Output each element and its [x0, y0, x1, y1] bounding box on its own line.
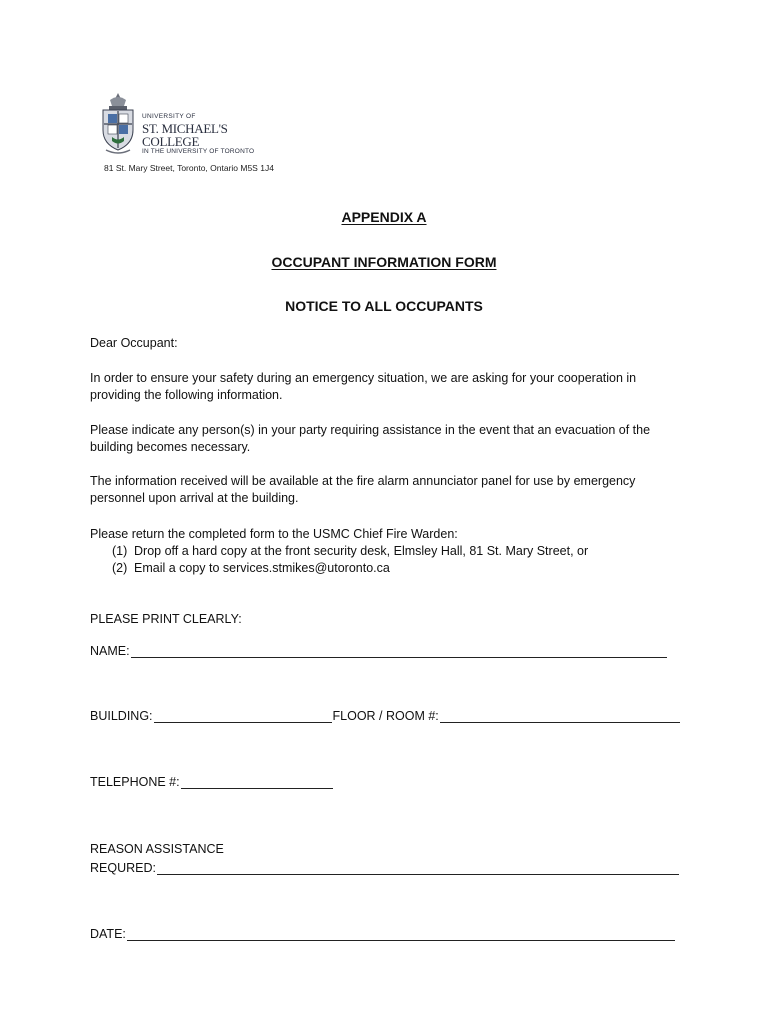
reason-label-line2: REQURED:: [90, 861, 156, 875]
greeting: Dear Occupant:: [90, 336, 178, 350]
return-instructions: Please return the completed form to the USMC Chief Fire Warden:: [90, 527, 458, 541]
form-title: OCCUPANT INFORMATION FORM: [271, 254, 497, 270]
paragraph-assistance: Please indicate any person(s) in your party requiring assistance in the event that an evacuation of the building becomes necessary.: [90, 423, 651, 454]
logo-line-1: UNIVERSITY OF: [142, 113, 196, 120]
list-item: (2) Email a copy to services.stmikes@utoronto.ca: [112, 561, 390, 575]
return-options-list: [112, 543, 588, 577]
building-floor-row: [90, 709, 680, 723]
reason-input-line[interactable]: [157, 862, 679, 875]
date-label: DATE:: [90, 927, 126, 941]
reason-label-line1: REASON ASSISTANCE: [90, 842, 224, 856]
floor-room-input-line[interactable]: [440, 710, 680, 723]
telephone-label: TELEPHONE #:: [90, 775, 180, 789]
building-input-line[interactable]: [154, 710, 332, 723]
college-address: 81 St. Mary Street, Toronto, Ontario M5S 1J4: [104, 163, 274, 173]
telephone-field[interactable]: [90, 775, 333, 789]
paragraph-annunciator: The information received will be available at the fire alarm annunciator panel for use by emergency personnel upon arrival at the building.: [90, 474, 636, 505]
appendix-heading: APPENDIX A: [341, 209, 427, 225]
name-input-line[interactable]: [131, 645, 667, 658]
print-instruction: PLEASE PRINT CLEARLY:: [90, 612, 242, 626]
date-input-line[interactable]: [127, 928, 675, 941]
list-item: (1) Drop off a hard copy at the front security desk, Elmsley Hall, 81 St. Mary Street, or: [112, 544, 589, 558]
college-crest-icon: [100, 92, 136, 158]
telephone-input-line[interactable]: [181, 776, 333, 789]
college-wordmark: [142, 114, 262, 155]
reason-field[interactable]: [90, 861, 679, 875]
notice-heading: NOTICE TO ALL OCCUPANTS: [285, 298, 483, 314]
college-logo: [100, 92, 262, 162]
name-field[interactable]: [90, 644, 667, 658]
floor-room-label: FLOOR / ROOM #:: [332, 709, 439, 723]
date-field[interactable]: [90, 927, 675, 941]
name-label: NAME:: [90, 644, 130, 658]
logo-line-3: IN THE UNIVERSITY OF TORONTO: [142, 147, 255, 155]
building-label: BUILDING:: [90, 709, 153, 723]
paragraph-cooperation: In order to ensure your safety during an emergency situation, we are asking for your cooperation in providing the following information.: [90, 371, 637, 402]
logo-line-2: ST. MICHAEL'S COLLEGE: [142, 120, 228, 149]
